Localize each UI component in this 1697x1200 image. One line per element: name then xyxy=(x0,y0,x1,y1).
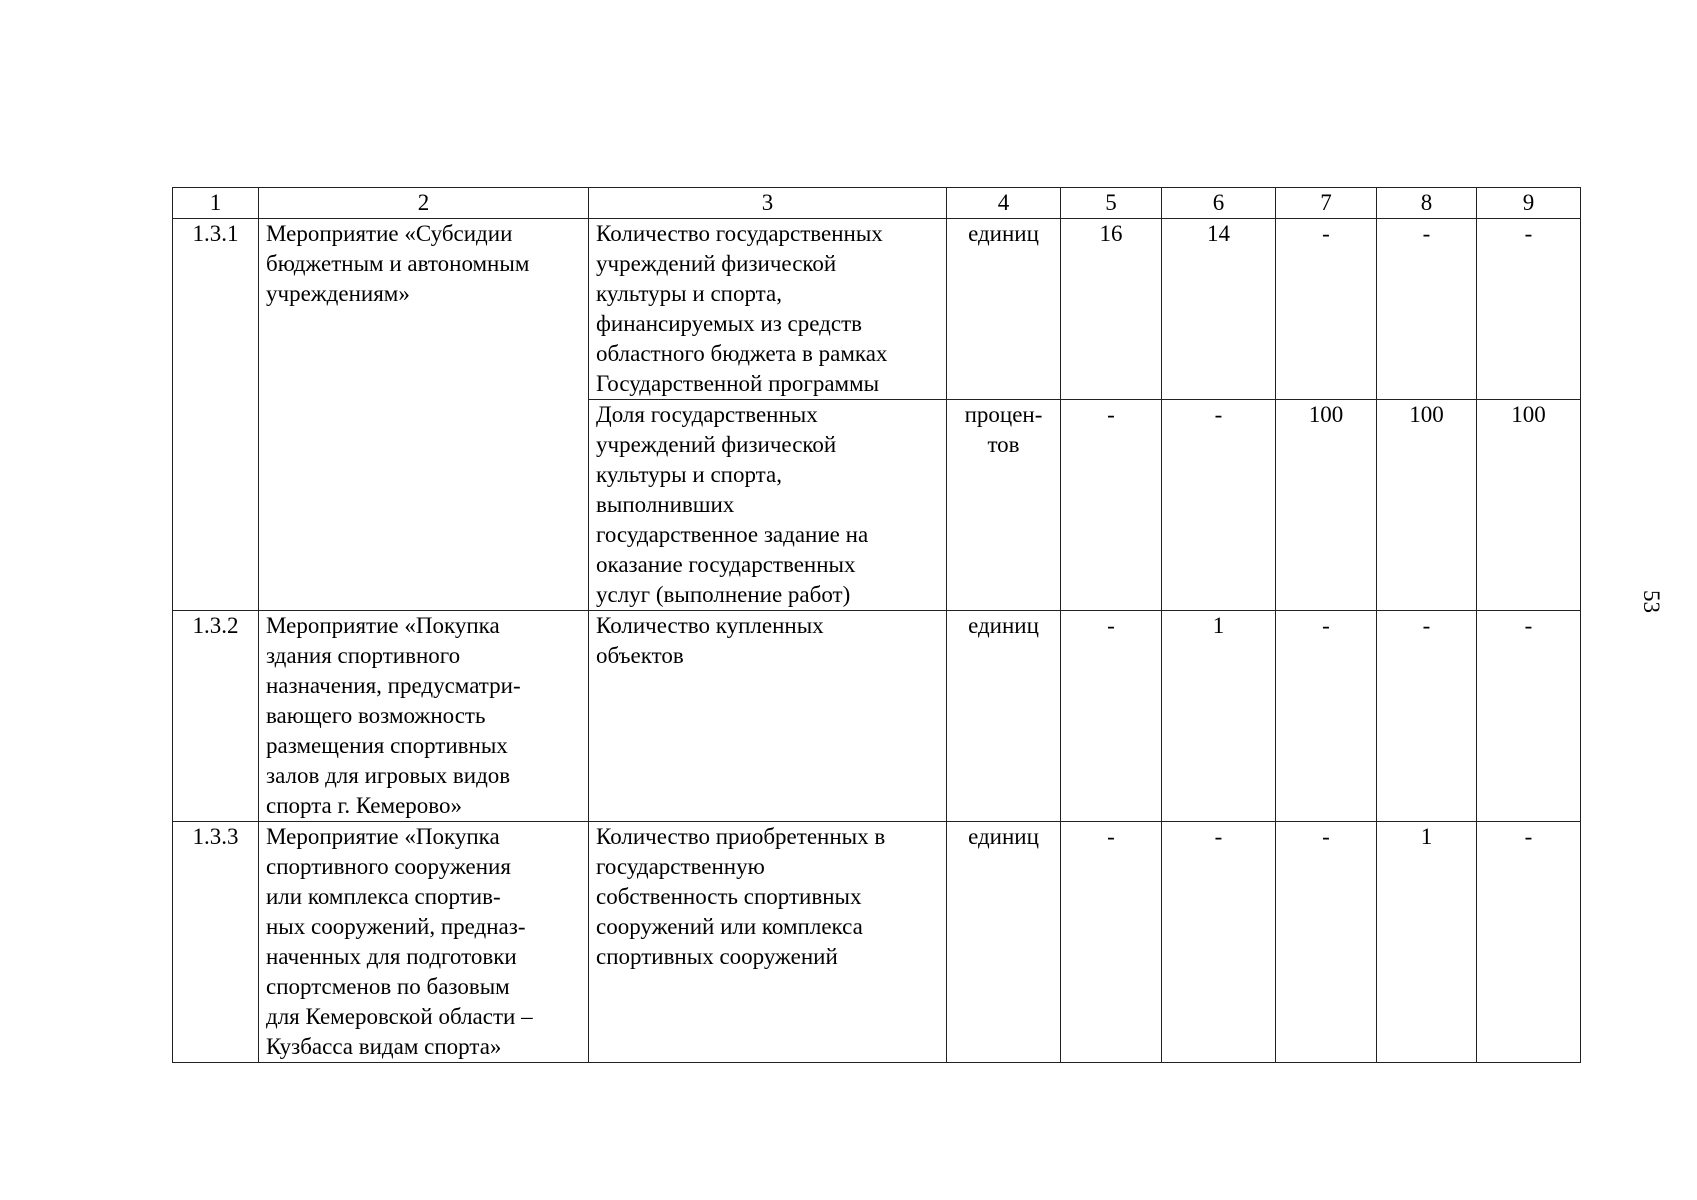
table-row xyxy=(173,822,1581,1063)
unit-cell: единиц xyxy=(947,219,1061,400)
value-cell: 14 xyxy=(1162,219,1276,400)
value-cell: 1 xyxy=(1162,611,1276,822)
unit-cell: единиц xyxy=(947,611,1061,822)
value-cell: 100 xyxy=(1477,400,1581,611)
table-row xyxy=(173,219,1581,400)
value-cell: - xyxy=(1061,822,1162,1063)
value-cell: - xyxy=(1276,611,1377,822)
indicators-table xyxy=(172,187,1581,1063)
value-cell: - xyxy=(1477,219,1581,400)
indicator-description: Количество государственных учреждений физической культуры и спорта, финансируемых из средств областного бюджета в рамках Государственной программы xyxy=(589,219,947,400)
unit-cell: процен- тов xyxy=(947,400,1061,611)
value-cell: - xyxy=(1377,219,1477,400)
value-cell: - xyxy=(1276,822,1377,1063)
value-cell: 1 xyxy=(1377,822,1477,1063)
row-number: 1.3.3 xyxy=(173,822,259,1063)
value-cell: - xyxy=(1477,611,1581,822)
row-number: 1.3.2 xyxy=(173,611,259,822)
column-number-9: 9 xyxy=(1477,188,1581,219)
event-name: Мероприятие «Покупка здания спортивного назначения, предусматри- вающего возможность размещения спортивных залов для игровых видов спорта г. Кемерово» xyxy=(259,611,589,822)
value-cell: - xyxy=(1377,611,1477,822)
column-number-8: 8 xyxy=(1377,188,1477,219)
row-number: 1.3.1 xyxy=(173,219,259,611)
indicator-description: Доля государственных учреждений физической культуры и спорта, выполнивших государственное задание на оказание государственных услуг (выполнение работ) xyxy=(589,400,947,611)
unit-cell: единиц xyxy=(947,822,1061,1063)
column-number-4: 4 xyxy=(947,188,1061,219)
event-name: Мероприятие «Субсидии бюджетным и автономным учреждениям» xyxy=(259,219,589,611)
value-cell: 100 xyxy=(1377,400,1477,611)
value-cell: 100 xyxy=(1276,400,1377,611)
column-number-5: 5 xyxy=(1061,188,1162,219)
page-number: 53 xyxy=(1639,590,1664,613)
column-number-2: 2 xyxy=(259,188,589,219)
table-row xyxy=(173,611,1581,822)
column-number-7: 7 xyxy=(1276,188,1377,219)
header-row xyxy=(173,188,1581,219)
column-number-6: 6 xyxy=(1162,188,1276,219)
value-cell: - xyxy=(1162,822,1276,1063)
value-cell: - xyxy=(1477,822,1581,1063)
indicator-description: Количество купленных объектов xyxy=(589,611,947,822)
event-name: Мероприятие «Покупка спортивного сооружения или комплекса спортив- ных сооружений, предназ- наченных для подготовки спортсменов по базовым для Кемеровской области – Кузбасса видам спорта» xyxy=(259,822,589,1063)
value-cell: - xyxy=(1276,219,1377,400)
column-number-1: 1 xyxy=(173,188,259,219)
value-cell: - xyxy=(1061,611,1162,822)
value-cell: - xyxy=(1061,400,1162,611)
value-cell: 16 xyxy=(1061,219,1162,400)
indicator-description: Количество приобретенных в государственную собственность спортивных сооружений или комплекса спортивных сооружений xyxy=(589,822,947,1063)
value-cell: - xyxy=(1162,400,1276,611)
column-number-3: 3 xyxy=(589,188,947,219)
